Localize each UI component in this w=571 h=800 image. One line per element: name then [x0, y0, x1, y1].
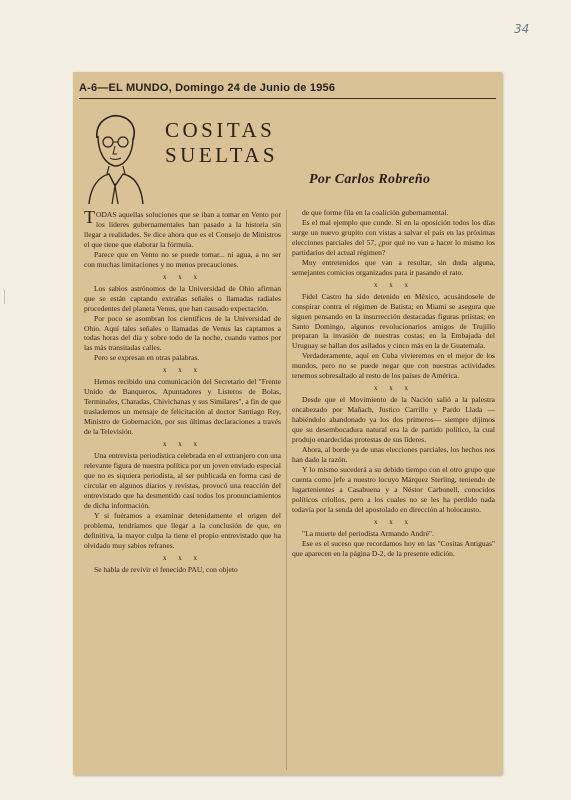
- section-separator: x x x: [374, 280, 413, 289]
- paragraph: Hemos recibido una comunicación del Secretario del "Frente Unido de Banqueros, Apuntadores y Listeros de Bolas, Terminales, Charadas, Chivichanas y sus Similares", a fin de que traslademos un mensaje de felicitación al doctor Santiago Rey, Ministro de Gobernación, por sus últimas declaraciones a través de la Televisión.: [84, 377, 281, 437]
- paragraph: Por poco se asombran los científicos de la Universidad de Ohio. Aquí tales señales o llamadas de Venus las captamos a todas horas del día y sobre todo de la noche, cuando vamos por las más transitadas calles.: [84, 313, 281, 353]
- paragraph: Ese es el suceso que recordamos hoy en las "Cositas Antiguas" que aparecen en la página D-2, de la presente edición.: [292, 538, 495, 558]
- section-separator: x x x: [163, 272, 202, 281]
- paragraph: Es el mal ejemplo que cunde. Si en la oposición todos los días surge un nuevo grupito con vistas a salvar el país en las próximas elecciones parciales del 57, ¿por qué no van a hacer lo mismo los partidarios del actual régimen?: [292, 217, 495, 257]
- section-separator: x x x: [374, 517, 413, 526]
- column-title: COSITAS SUELTAS: [165, 118, 279, 167]
- paragraph: Una entrevista periodística celebrada en el extranjero con una relevante figura de nuestra política por un joven enviado especial que no es siquiera periodista, al ser publicada en forma casi de circular en algunos diarios y revistas, provocó una reacción del entrevistado que ha desmentido casi todos los pronunciamientos de dicha información.: [84, 451, 281, 510]
- section-separator: x x x: [163, 366, 202, 375]
- paragraph: Los sabios astrónomos de la Universidad de Ohio afirman que se están captando extrañas señales o llamadas radiales procedentes del planeta Venus, que han causado expectación.: [84, 283, 281, 313]
- paragraph: Verdaderamente, aquí en Cuba vivieremos en el mejor de los mundos, pero no se puede negar que con nuestras actividades tenemos sobresaltado al resto de los países de América.: [292, 351, 495, 381]
- section-separator: x x x: [374, 384, 413, 393]
- paragraph: Desde que el Movimiento de la Nación salió a la palestra encabezado por Mañach, Justico Carrillo y Pardo Llada —habiéndolo abandonado ya los dos primeros— siempre dijimos que su desembocadura natural era la de partido político, la cual produjo enardecidas protestas de sus líderes.: [292, 395, 495, 445]
- paragraph: Ahora, al borde ya de unas elecciones parciales, los hechos nos han dado la razón.: [292, 445, 495, 464]
- newspaper-clipping: [73, 72, 502, 775]
- paragraph: Fidel Castro ha sido detenido en México, acusándosele de conspirar contra el régimen de Batista; en Miami se asegura que siguen pensando en la insurrección destacadas figuras priístas; en Santo Domingo, algunos revolucionarios amigos de Trujillo preparan la invasión de nuestras costas; en la Embajada del Uruguay se hallan dos asilados y cinco más en la de Guatemala.: [292, 291, 495, 351]
- paragraph: Pero se expresan en otras palabras.: [94, 353, 200, 363]
- paragraph: de que forme fila en la coalición gubernamental.: [302, 208, 449, 217]
- paragraph: Muy entretenidos que van a resultar, sin duda alguna, semejantes comicios organizados para ir pasando el rato.: [292, 257, 495, 277]
- paragraph: Parece que en Vento no se puede tomar... ni agua, a no ser con muchas limitaciones y no menos precauciones.: [84, 249, 281, 269]
- left-column: [84, 207, 281, 575]
- binding-mark: [0, 290, 5, 304]
- right-column: [292, 208, 495, 559]
- byline: Por Carlos Robreño: [309, 172, 431, 187]
- paragraph: TODAS aquellas soluciones que se iban a tomar en Vento por los líderes gubernamentales han pasado a la historia sin llegar a realidades. Se dice ahora que es el Consejo de Ministros el que tiene que elaborar la fórmula.: [84, 207, 281, 249]
- paragraph: Y lo mismo sucederá a su debido tiempo con el otro grupo que cuenta como jefe a nuestro locuyo Márquez Sterling, teniendo de lugartenientes a Casabuena y a Néstor Carbonell, conocidos políticos criollos, pero a los cuales no se les ha perdido nada todavía por la senda del apostolado en dirección al holocausto.: [292, 464, 495, 514]
- section-separator: x x x: [163, 553, 202, 562]
- paragraph: Y si fuéramos a examinar detenidamente el origen del problema, tendríamos que llegar a la conclusión de que, en definitiva, la mayor culpa la tiene el propio entrevistado que ha olvidado muy sabios refranes.: [84, 510, 281, 550]
- header-rule: [79, 98, 496, 99]
- author-portrait-icon: [83, 108, 147, 208]
- newspaper-header: A-6—EL MUNDO, Domingo 24 de Junio de 1956: [79, 82, 336, 94]
- section-separator: x x x: [163, 440, 202, 449]
- paragraph: "La muerte del periodista Armando André".: [302, 528, 434, 538]
- paragraph: Se habla de revivir el fenecido PAU, con objeto: [94, 564, 238, 574]
- page-number: 34: [514, 22, 530, 36]
- column-divider: [286, 210, 287, 770]
